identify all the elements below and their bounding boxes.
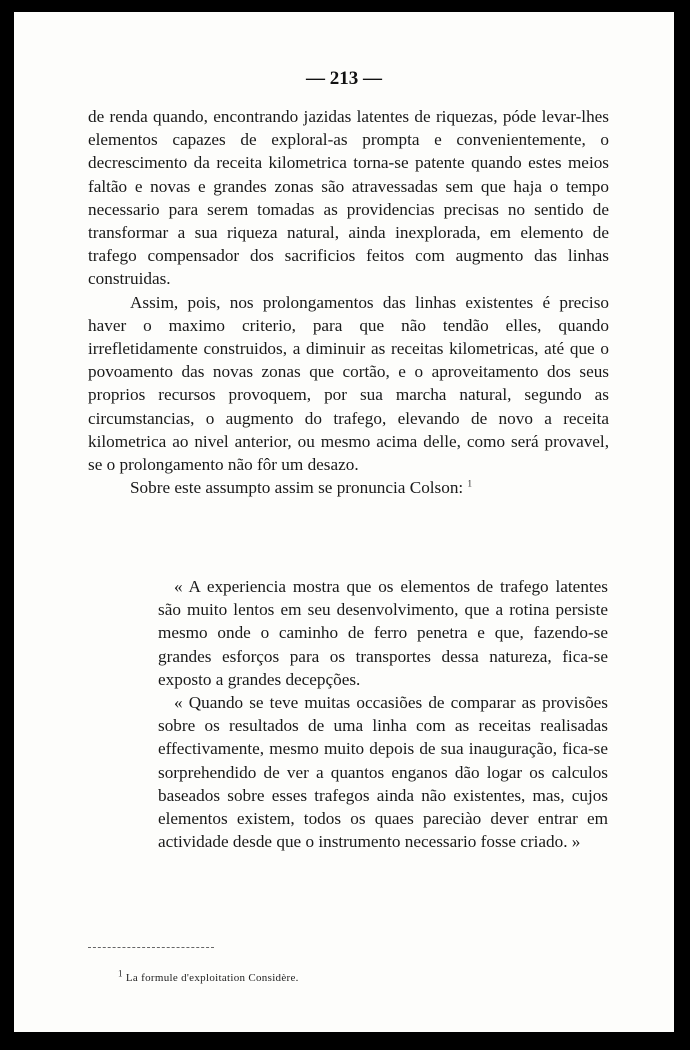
quote-paragraph-2: « Quando se teve muitas occasiões de comparar as provisões sobre os resultados de uma linha com as receitas realisadas effectivamente, mesmo muito depois de sua inauguração, fica-se sorprehendido de ver a quantos enganos dão logar os calculos baseados sobre esses trafegos ainda não existentes, mas, cujos elementos existem, todos os quaes pareciào dever entrar em actividade desde que o instrumento necessario fosse criado. » xyxy=(158,693,608,852)
footnote xyxy=(118,968,299,984)
footnote-text: La formule d'exploitation Considère. xyxy=(125,972,299,984)
quotation-block xyxy=(158,575,608,853)
footnote-mark: 1 xyxy=(118,968,123,979)
body-paragraph-1: de renda quando, encontrando jazidas latentes de riquezas, póde levar-lhes elementos capazes de exploral-as prompta e convenientemente, o decrescimento da receita kilometrica torna-se patente quando estes meios faltão e novas e grandes zonas são atravessadas sem que haja o tempo necessario para serem tomadas as providencias precisas no sentido de transformar a sua riqueza natural, ainda inexplorada, em elemento de trafego compensador dos sacrificios feitos com augmento das linhas construidas. xyxy=(88,107,609,289)
body-text xyxy=(88,105,609,499)
quote-paragraph-1: « A experiencia mostra que os elementos de trafego latentes são muito lentos em seu desenvolvimento, que a rotina persiste mesmo onde o caminho de ferro penetra e que, fazendo-se grandes esforços para os transportes dessa natureza, fica-se exposto a grandes decepções. xyxy=(158,577,608,689)
book-page xyxy=(14,12,674,1032)
footnote-divider xyxy=(88,947,214,948)
footnote-reference: 1 xyxy=(467,478,473,489)
body-paragraph-3 xyxy=(88,476,609,499)
page-number: — 213 — xyxy=(306,68,382,89)
body-paragraph-2: Assim, pois, nos prolongamentos das linhas existentes é preciso haver o maximo criterio, para que não tendão elles, quando irrefletidamente construidos, a diminuir as receitas kilometricas, até que o povoamento das novas zonas que cortão, e o aproveitamento dos seus proprios recursos provoquem, por sua marcha natural, segundo as circumstancias, o augmento do trafego, elevando de novo a receita kilometrica ao nivel anterior, ou mesmo acima delle, como será provavel, se o prolongamento não fôr um desazo. xyxy=(88,292,609,475)
body-paragraph-3-text: Sobre este assumpto assim se pronuncia Colson: xyxy=(130,478,464,498)
